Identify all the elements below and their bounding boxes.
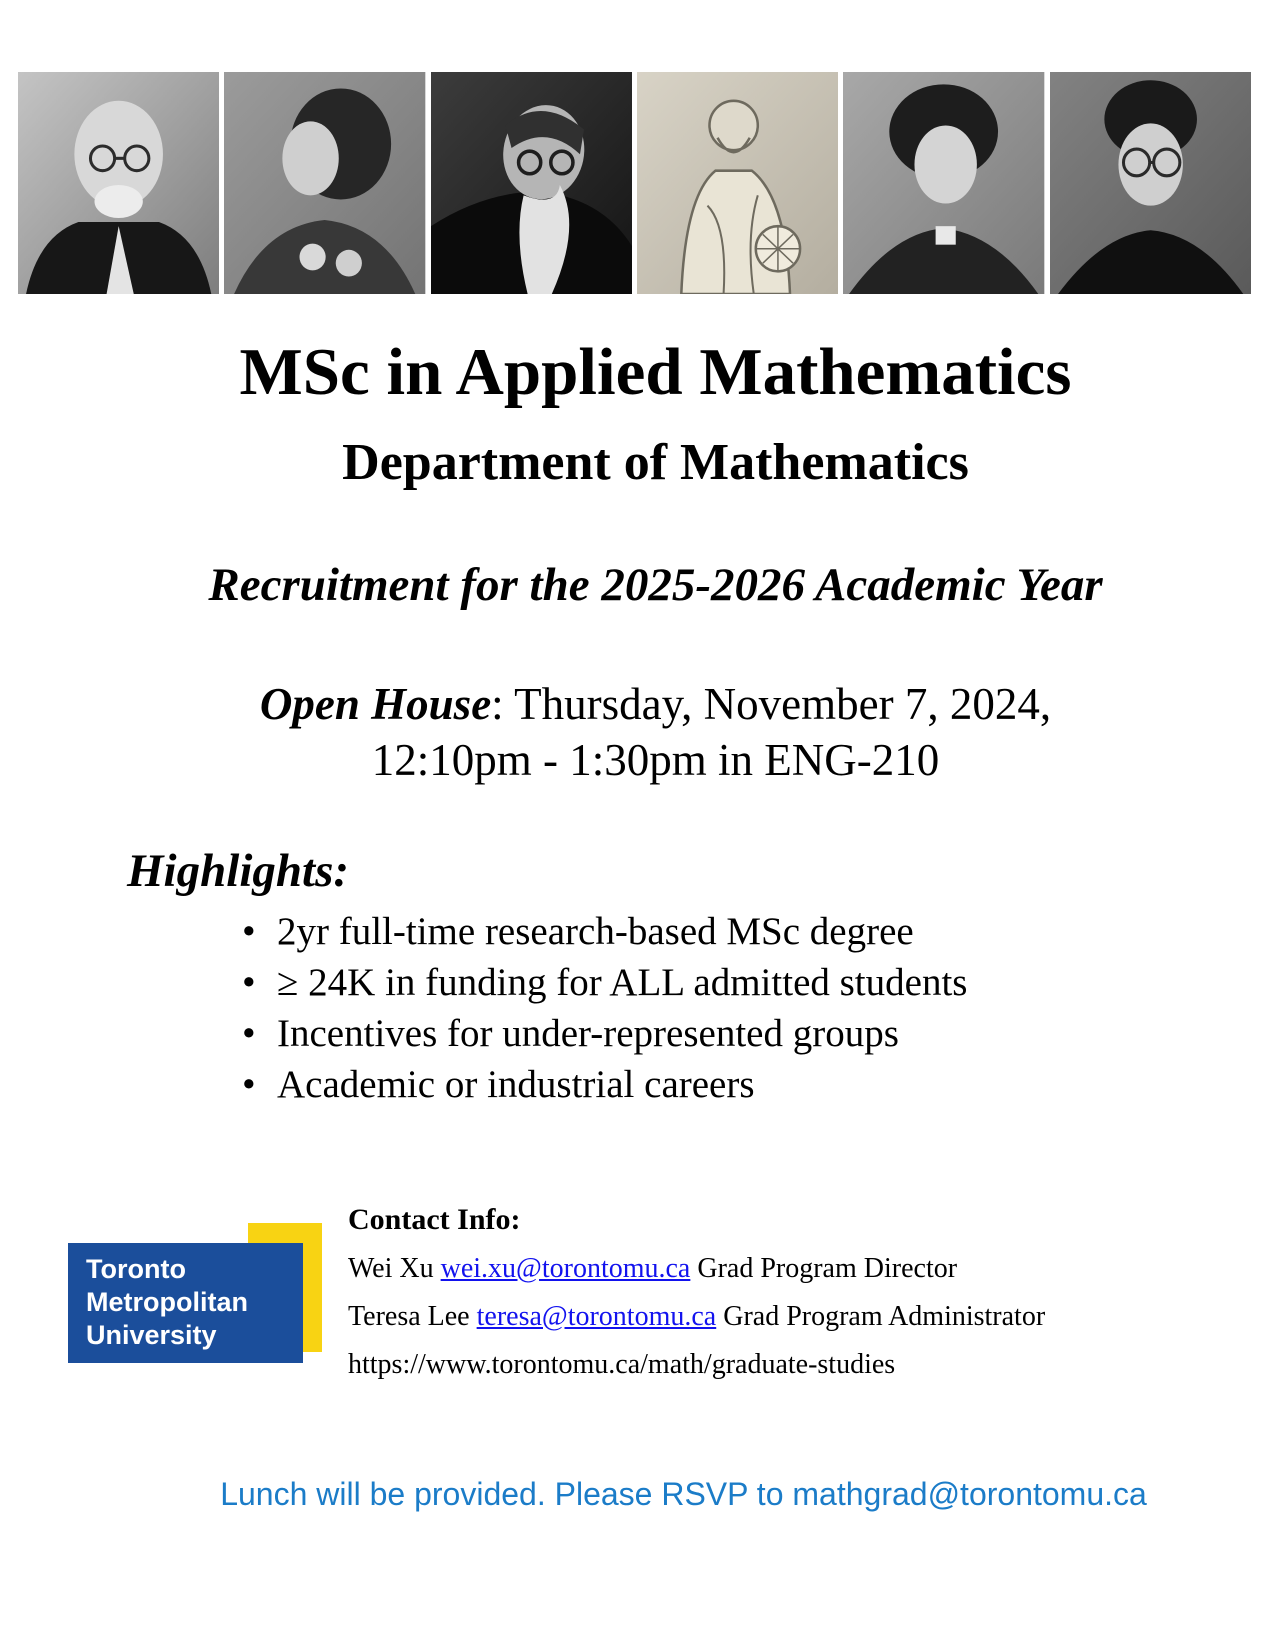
recruitment-line: Recruitment for the 2025-2026 Academic Year bbox=[208, 559, 1103, 611]
highlights-list bbox=[240, 906, 967, 1110]
contact-administrator-line bbox=[348, 1300, 1045, 1334]
tmu-logo-line3: University bbox=[86, 1320, 217, 1350]
open-house-datetime: : Thursday, November 7, 2024, bbox=[491, 679, 1052, 729]
administrator-email-link[interactable]: teresa@torontomu.ca bbox=[476, 1301, 717, 1332]
portrait-bust-icon bbox=[224, 72, 425, 294]
administrator-name: Teresa Lee bbox=[348, 1301, 470, 1332]
portrait-bust-icon bbox=[18, 72, 219, 294]
mathematician-portrait-1 bbox=[18, 72, 219, 294]
highlight-item-degree: • 2yr full-time research-based MSc degree bbox=[240, 906, 967, 957]
mathematician-portrait-5 bbox=[843, 72, 1044, 294]
director-role: Grad Program Director bbox=[697, 1253, 958, 1284]
graduate-studies-url: https://www.torontomu.ca/math/graduate-studies bbox=[348, 1349, 896, 1380]
tmu-logo-line1: Toronto bbox=[86, 1254, 186, 1284]
highlight-item-incentives: • Incentives for under-represented groups bbox=[240, 1008, 967, 1059]
mathematician-portrait-2 bbox=[224, 72, 425, 294]
mathematician-photo-strip bbox=[18, 72, 1251, 294]
administrator-role: Grad Program Administrator bbox=[723, 1301, 1046, 1332]
open-house-line bbox=[0, 676, 1275, 788]
portrait-bust-icon bbox=[843, 72, 1044, 294]
director-email-link[interactable]: wei.xu@torontomu.ca bbox=[440, 1253, 691, 1284]
portrait-engraving-icon bbox=[637, 72, 838, 294]
mathematician-portrait-6 bbox=[1050, 72, 1251, 294]
director-name: Wei Xu bbox=[348, 1253, 434, 1284]
highlight-item-careers: • Academic or industrial careers bbox=[240, 1059, 967, 1110]
page-title: MSc in Applied Mathematics bbox=[239, 335, 1072, 409]
portrait-bust-icon bbox=[1050, 72, 1251, 294]
mathematician-portrait-3 bbox=[431, 72, 632, 294]
highlight-item-funding: • ≥ 24K in funding for ALL admitted students bbox=[240, 957, 967, 1008]
highlights-heading: Highlights: bbox=[127, 845, 350, 897]
mathematician-portrait-4 bbox=[637, 72, 838, 294]
tmu-logo-blue-box bbox=[68, 1243, 303, 1363]
open-house-label: Open House bbox=[259, 679, 492, 729]
contact-director-line bbox=[348, 1252, 1045, 1286]
contact-info-block bbox=[348, 1202, 1045, 1382]
tmu-logo-line2: Metropolitan bbox=[86, 1287, 248, 1317]
open-house-time-location: 12:10pm - 1:30pm in ENG-210 bbox=[371, 735, 940, 785]
portrait-bust-icon bbox=[431, 72, 632, 294]
contact-heading: Contact Info: bbox=[348, 1203, 521, 1236]
tmu-logo bbox=[68, 1223, 322, 1363]
rsvp-line: Lunch will be provided. Please RSVP to mathgrad@torontomu.ca bbox=[220, 1476, 1147, 1512]
department-subtitle: Department of Mathematics bbox=[342, 434, 969, 491]
